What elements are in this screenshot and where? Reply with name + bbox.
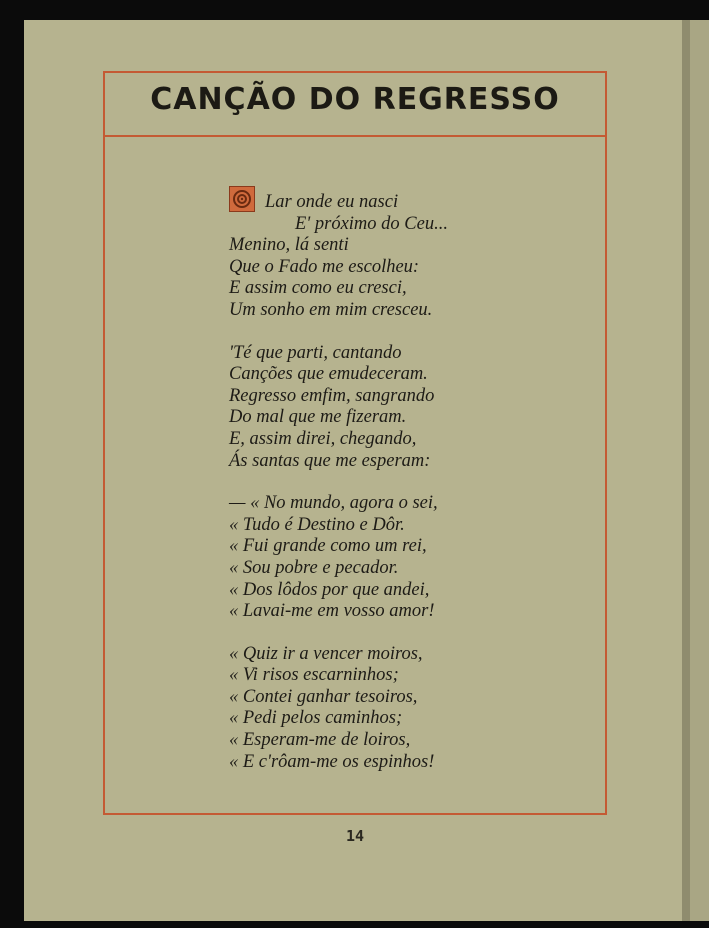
poem-line: E' próximo do Ceu... [295, 213, 448, 234]
ornament-icon [229, 186, 255, 212]
poem-line: Regresso emfim, sangrando [229, 385, 435, 406]
stanza-4 [229, 644, 589, 774]
poem-line: « Pedi pelos caminhos; [229, 708, 403, 729]
poem-line: 'Té que parti, cantando [229, 342, 402, 363]
poem-line: Menino, lá senti [229, 235, 349, 256]
poem-line: Ás santas que me esperam: [229, 450, 431, 471]
stanza-1 [229, 186, 589, 322]
book-gutter [682, 20, 690, 921]
poem-line: « Sou pobre e pecador. [229, 557, 399, 578]
stanza-2 [229, 343, 589, 473]
poem-line: « Quiz ir a vencer moiros, [229, 643, 423, 664]
page-number: 14 [345, 827, 365, 845]
poem-line: Um sonho em mim cresceu. [229, 299, 433, 320]
poem-line: « Esperam-me de loiros, [229, 730, 411, 751]
poem-line: Canções que emudeceram. [229, 364, 428, 385]
poem-line: « Contei ganhar tesoiros, [229, 686, 418, 707]
poem-line: Do mal que me fizeram. [229, 407, 407, 428]
title-divider [103, 135, 607, 137]
poem-line: E assim como eu cresci, [229, 278, 407, 299]
poem-line: « Vi risos escarninhos; [229, 665, 399, 686]
poem-line: E, assim direi, chegando, [229, 428, 417, 449]
poem-line: Lar onde eu nasci [229, 186, 589, 214]
poem-line: « E c'rôam-me os espinhos! [229, 751, 435, 772]
poem-line: « Lavai-me em vosso amor! [229, 601, 435, 622]
facing-page-edge [690, 20, 709, 921]
poem-title: CANÇÃO DO REGRESSO [150, 82, 560, 117]
poem-line: « Fui grande como um rei, [229, 536, 427, 557]
poem-body [229, 186, 589, 794]
poem-line: — « No mundo, agora o sei, [229, 493, 438, 514]
poem-line: « Dos lôdos por que andei, [229, 579, 430, 600]
stanza-3 [229, 493, 589, 623]
poem-line: « Tudo é Destino e Dôr. [229, 514, 405, 535]
poem-line: Que o Fado me escolheu: [229, 256, 420, 277]
